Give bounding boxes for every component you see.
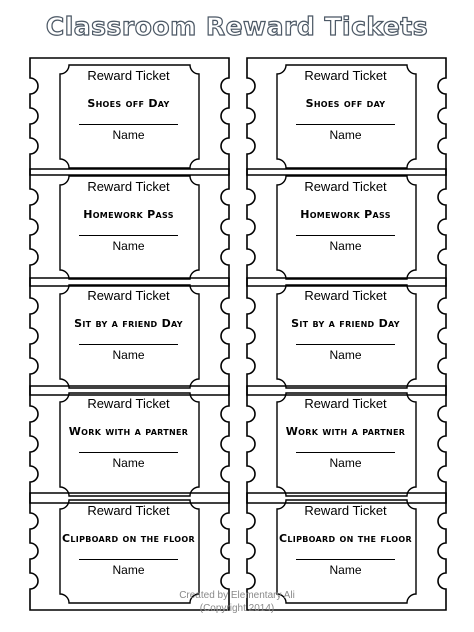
reward-ticket bbox=[29, 385, 228, 502]
name-line bbox=[79, 344, 178, 345]
ticket-heading: Reward Ticket bbox=[87, 288, 170, 303]
ticket-reward-text: Sit by a friend Day bbox=[74, 317, 183, 330]
ticket-reward-text: Homework Pass bbox=[300, 208, 391, 221]
ticket-heading: Reward Ticket bbox=[304, 503, 387, 518]
ticket-heading: Reward Ticket bbox=[87, 179, 170, 194]
page-title: Classroom Reward Tickets bbox=[45, 12, 429, 41]
reward-ticket bbox=[246, 277, 445, 394]
ticket-body bbox=[276, 57, 415, 174]
ticket-heading: Reward Ticket bbox=[304, 288, 387, 303]
reward-ticket bbox=[246, 385, 445, 502]
ticket-body bbox=[276, 168, 415, 285]
ticket-body bbox=[59, 385, 198, 502]
ticket-heading: Reward Ticket bbox=[87, 68, 170, 83]
creator-credit: Created by Elementary Ali bbox=[179, 590, 295, 601]
name-label: Name bbox=[329, 563, 362, 577]
ticket-reward-text: Work with a partner bbox=[285, 425, 406, 438]
name-label: Name bbox=[112, 456, 145, 470]
ticket-reward-text: Work with a partner bbox=[68, 425, 189, 438]
reward-ticket bbox=[246, 57, 445, 174]
copyright-notice: (Copyright 2014) bbox=[199, 603, 275, 614]
name-line bbox=[79, 235, 178, 236]
name-line bbox=[296, 124, 395, 125]
ticket-heading: Reward Ticket bbox=[87, 503, 170, 518]
ticket-heading: Reward Ticket bbox=[304, 68, 387, 83]
ticket-body bbox=[276, 385, 415, 502]
ticket-body bbox=[276, 277, 415, 394]
name-label: Name bbox=[112, 128, 145, 142]
name-label: Name bbox=[329, 348, 362, 362]
ticket-reward-text: Clipboard on the floor bbox=[279, 532, 412, 545]
name-line bbox=[296, 344, 395, 345]
name-label: Name bbox=[329, 456, 362, 470]
ticket-reward-text: Shoes off Day bbox=[87, 97, 170, 110]
ticket-heading: Reward Ticket bbox=[87, 396, 170, 411]
ticket-reward-text: Shoes off day bbox=[305, 97, 386, 110]
ticket-heading: Reward Ticket bbox=[304, 179, 387, 194]
ticket-reward-text: Sit by a friend Day bbox=[291, 317, 400, 330]
ticket-reward-text: Homework Pass bbox=[83, 208, 174, 221]
reward-ticket bbox=[29, 168, 228, 285]
reward-ticket bbox=[29, 277, 228, 394]
name-label: Name bbox=[112, 348, 145, 362]
reward-ticket bbox=[246, 168, 445, 285]
ticket-reward-text: Clipboard on the floor bbox=[62, 532, 195, 545]
name-line bbox=[79, 124, 178, 125]
name-label: Name bbox=[112, 239, 145, 253]
name-line bbox=[79, 452, 178, 453]
name-line bbox=[296, 235, 395, 236]
name-line bbox=[296, 559, 395, 560]
name-label: Name bbox=[112, 563, 145, 577]
ticket-body bbox=[59, 168, 198, 285]
name-label: Name bbox=[329, 128, 362, 142]
ticket-body bbox=[59, 57, 198, 174]
ticket-heading: Reward Ticket bbox=[304, 396, 387, 411]
name-line bbox=[296, 452, 395, 453]
name-line bbox=[79, 559, 178, 560]
name-label: Name bbox=[329, 239, 362, 253]
reward-ticket bbox=[29, 57, 228, 174]
ticket-body bbox=[59, 277, 198, 394]
